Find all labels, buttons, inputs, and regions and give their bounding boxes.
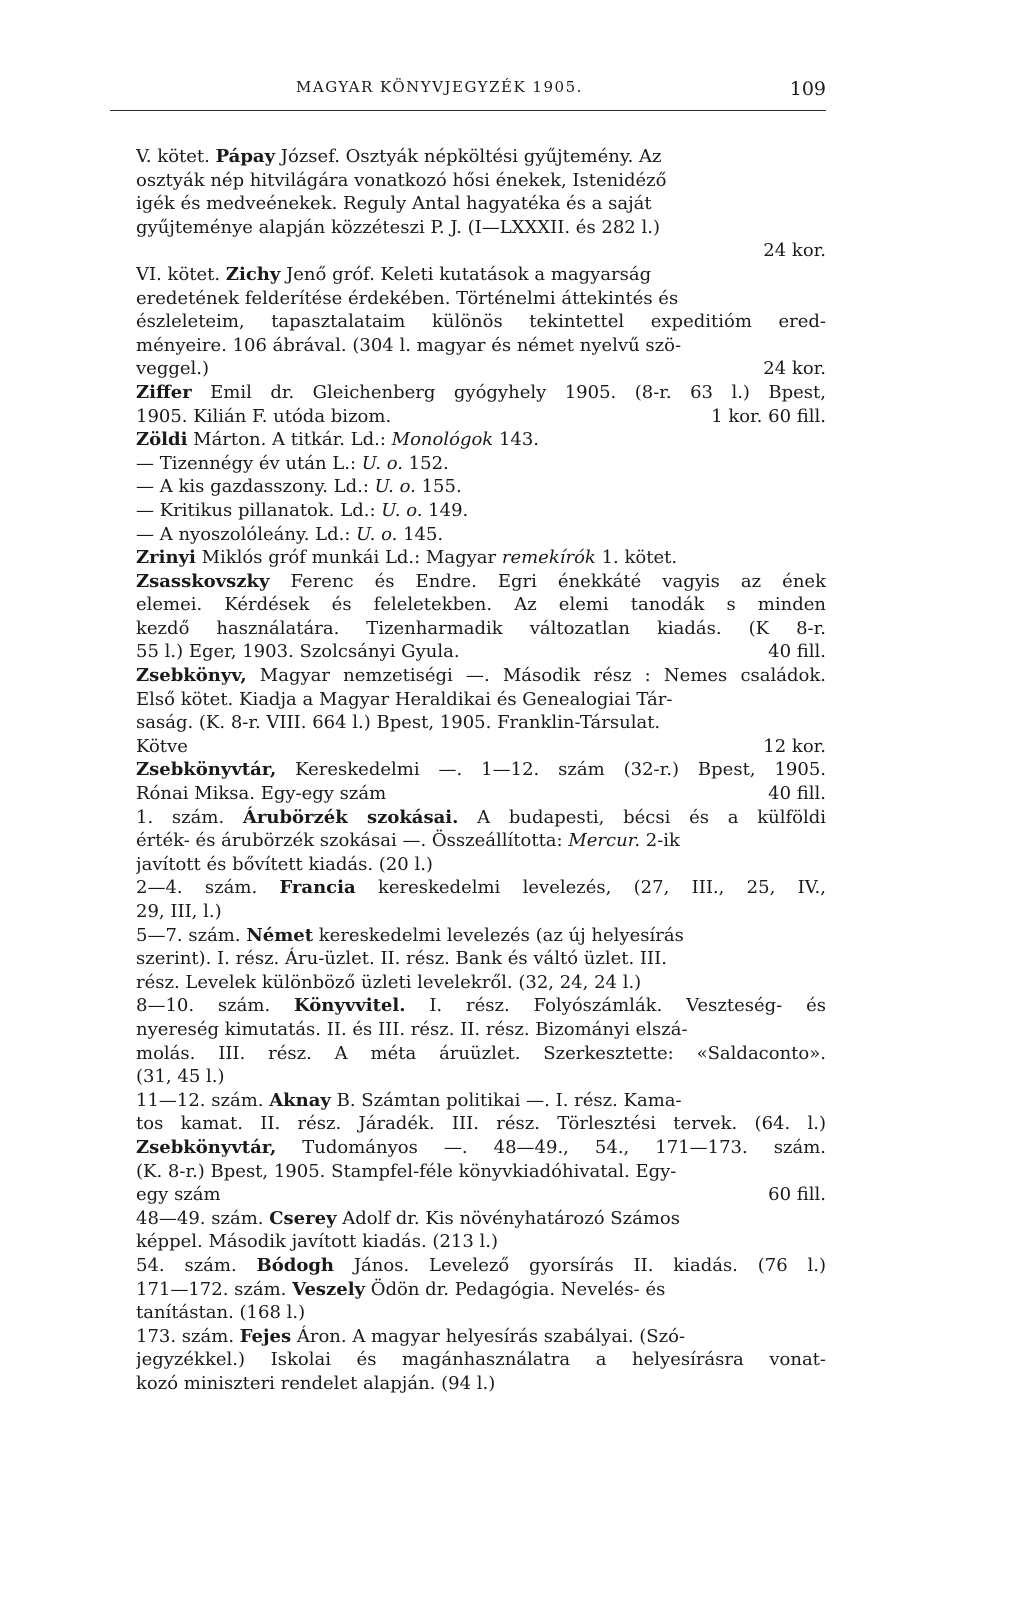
text-line	[136, 829, 826, 853]
line-text: 173. szám.	[136, 1325, 240, 1347]
line-text: (K. 8-r.) Bpest, 1905. Stampfel-féle könyvkiadóhivatal. Egy-	[136, 1160, 677, 1182]
line-text: 1. szám.	[136, 806, 243, 828]
line-text: 29, III, l.)	[136, 901, 222, 922]
author-name: Bódogh	[256, 1254, 335, 1276]
line-text: eredetének felderítése érdekében. Történelmi áttekintés és	[136, 287, 679, 309]
text-line	[136, 310, 826, 334]
author-name: Zsasskovszky	[136, 570, 270, 592]
line-text: 1905. Kilián F. utóda bizom.	[136, 405, 392, 427]
line-text: kezdő használatára. Tizenharmadik változatlan kiadás. (K 8-r.	[136, 617, 826, 639]
text-line	[136, 994, 826, 1018]
line-text: Ferenc és Endre. Egri énekkáté vagyis az ének	[269, 570, 826, 592]
line-text: 55 l.) Eger, 1903. Szolcsányi Gyula.	[136, 641, 460, 663]
text-line	[136, 499, 826, 523]
text-line	[136, 1183, 826, 1207]
text-line	[136, 806, 826, 830]
author-name: Veszely	[292, 1278, 365, 1300]
line-text: 8—10. szám.	[136, 995, 295, 1017]
line-text: I. rész. Folyószámlák. Veszteség- és	[405, 995, 826, 1017]
price-text: 24 kor.	[763, 358, 826, 380]
author-name: Zsebkönyv,	[136, 665, 247, 687]
line-text: osztyák nép hitvilágára vonatkozó hősi énekek, Istenidéző	[136, 169, 667, 191]
text-line	[136, 782, 826, 806]
line-text: 5—7. szám.	[136, 924, 247, 946]
price-text: 24 kor.	[763, 240, 826, 262]
text-line	[136, 758, 826, 782]
author-name: Francia	[279, 877, 356, 899]
line-text: 54. szám.	[136, 1254, 257, 1276]
italic-text: U. o.	[361, 452, 403, 474]
price-text: 12 kor.	[763, 735, 826, 757]
line-text: saság. (K. 8-r. VIII. 664 l.) Bpest, 1905. Franklin-Társulat.	[136, 712, 661, 734]
line-text: képpel. Második javított kiadás. (213 l.)	[136, 1231, 499, 1253]
line-text: Emil dr. Gleichenberg gyógyhely 1905. (8-r. 63 l.) Bpest,	[191, 381, 826, 403]
line-text: Márton. A titkár. Ld.:	[187, 429, 392, 451]
text-line	[136, 640, 826, 664]
text-line	[136, 452, 826, 476]
text-line	[136, 1065, 826, 1089]
line-text: tos kamat. II. rész. Járadék. III. rész. Törlesztési tervek. (64. l.)	[136, 1113, 826, 1135]
line-text: 149.	[422, 499, 469, 521]
author-name: Ziffer	[136, 381, 192, 403]
text-line	[136, 711, 826, 735]
author-name: Zrinyi	[136, 547, 196, 569]
text-line	[136, 1372, 826, 1396]
line-text: Kötve	[136, 735, 188, 757]
line-text: B. Számtan politikai —. I. rész. Kama-	[330, 1089, 682, 1111]
text-line	[136, 971, 826, 995]
line-text: — Kritikus pillanatok. Ld.:	[136, 499, 382, 521]
line-text: 155.	[415, 476, 462, 498]
line-text: Kereskedelmi —. 1—12. szám (32-r.) Bpest, 1905.	[276, 759, 826, 781]
text-line	[136, 381, 826, 405]
italic-text: U. o.	[374, 476, 416, 498]
line-text: igék és medveénekek. Reguly Antal hagyatéka és a saját	[136, 193, 652, 215]
line-text: rész. Levelek különböző üzleti levelekről. (32, 24, 24 l.)	[136, 971, 642, 993]
line-text: — Tizennégy év után L.:	[136, 452, 362, 474]
line-text: 1. kötet.	[595, 547, 678, 569]
author-name: Német	[246, 924, 314, 946]
line-text: Magyar nemzetiségi —. Második rész : Nemes családok.	[246, 665, 826, 687]
line-text: szerint). I. rész. Áru-üzlet. II. rész. Bank és váltó üzlet. III.	[136, 948, 667, 970]
price-text: 1 kor. 60 fill.	[711, 405, 826, 427]
author-name: Zsebkönyvtár,	[136, 759, 277, 781]
line-text: egy szám	[136, 1184, 221, 1206]
running-header	[136, 78, 826, 106]
line-text: nyereség kimutatás. II. és III. rész. II. rész. Bizományi elszá-	[136, 1018, 688, 1040]
line-text: 48—49. szám.	[136, 1207, 270, 1229]
line-text: — A kis gazdasszony. Ld.:	[136, 476, 375, 498]
line-text: József. Osztyák népköltési gyűjtemény. Az	[275, 146, 662, 167]
italic-text: remekírók	[501, 547, 596, 569]
text-line	[136, 570, 826, 594]
line-text: — A nyoszolóleány. Ld.:	[136, 523, 357, 545]
line-text: Tudományos —. 48—49., 54., 171—173. szám.	[276, 1136, 826, 1158]
author-name: Könyvvitel.	[294, 995, 406, 1017]
page-number: 109	[789, 78, 826, 100]
price-text: 40 fill.	[768, 783, 826, 805]
line-text: (31, 45 l.)	[136, 1066, 225, 1088]
text-line	[136, 475, 826, 499]
line-text: javított és bővített kiadás. (20 l.)	[136, 853, 433, 875]
text-line	[136, 735, 826, 759]
line-text: jegyzékkel.) Iskolai és magánhasználatra a helyesírásra vonat-	[136, 1349, 826, 1371]
text-line	[136, 1254, 826, 1278]
author-name: Árubörzék szokásai.	[242, 806, 459, 828]
line-text: 143.	[493, 429, 540, 451]
text-line	[136, 192, 826, 216]
line-text: 145.	[397, 523, 444, 545]
text-line	[136, 688, 826, 712]
italic-text: U. o.	[356, 523, 398, 545]
line-text: A budapesti, bécsi és a külföldi	[458, 806, 826, 828]
text-line	[136, 169, 826, 193]
line-text: 11—12. szám.	[136, 1089, 270, 1111]
bibliography-text	[136, 145, 826, 1395]
author-name: Pápay	[215, 146, 276, 167]
text-line	[136, 1348, 826, 1372]
line-text: Rónai Miksa. Egy-egy szám	[136, 783, 387, 805]
line-text: gyűjteménye alapján közzéteszi P. J. (I—LXXXII. és 282 l.)	[136, 216, 660, 238]
author-name: Zichy	[225, 263, 281, 285]
line-text: Adolf dr. Kis növényhatározó Számos	[336, 1207, 680, 1229]
author-name: Zöldi	[136, 429, 188, 451]
text-line	[136, 523, 826, 547]
line-text: veggel.)	[136, 358, 210, 380]
text-line	[136, 664, 826, 688]
text-line	[136, 1018, 826, 1042]
line-text: észleleteim, tapasztalataim különös tekintettel expeditióm ered-	[136, 311, 826, 333]
line-text: Áron. A magyar helyesírás szabályai. (Szó-	[291, 1325, 686, 1347]
text-line	[136, 876, 826, 900]
line-text: kozó miniszteri rendelet alapján. (94 l.)	[136, 1372, 496, 1394]
author-name: Cserey	[269, 1207, 337, 1229]
line-text: Ödön dr. Pedagógia. Nevelés- és	[365, 1278, 666, 1300]
text-line	[136, 287, 826, 311]
text-line	[136, 334, 826, 358]
header-rule	[110, 110, 826, 111]
text-line	[136, 1042, 826, 1066]
line-text: VI. kötet.	[136, 263, 226, 285]
line-text: V. kötet.	[136, 146, 216, 167]
text-line	[136, 145, 826, 169]
line-text: 2-ik	[640, 830, 680, 852]
text-line	[136, 1136, 826, 1160]
text-line	[136, 1230, 826, 1254]
price-text: 40 fill.	[768, 641, 826, 663]
text-line	[136, 239, 826, 263]
line-text: érték- és árubörzék szokásai —. Összeállította:	[136, 830, 569, 852]
line-text: molás. III. rész. A méta áruüzlet. Szerkesztette: «Saldaconto».	[136, 1042, 826, 1064]
text-line	[136, 617, 826, 641]
line-text: 152.	[402, 452, 449, 474]
text-line	[136, 546, 826, 570]
author-name: Fejes	[239, 1325, 292, 1347]
line-text: Miklós gróf munkái Ld.: Magyar	[195, 547, 502, 569]
text-line	[136, 1089, 826, 1113]
line-text: kereskedelmi levelezés (az új helyesírás	[313, 924, 684, 946]
text-line	[136, 216, 826, 240]
line-text: Első kötet. Kiadja a Magyar Heraldikai és Genealogiai Tár-	[136, 688, 673, 710]
italic-text: U. o.	[381, 499, 423, 521]
text-line	[136, 357, 826, 381]
line-text: Jenő gróf. Keleti kutatások a magyarság	[280, 263, 652, 285]
italic-text: Mercur.	[568, 830, 641, 852]
author-name: Aknay	[269, 1089, 331, 1111]
price-text: 60 fill.	[768, 1184, 826, 1206]
line-text: ményeire. 106 ábrával. (304 l. magyar és német nyelvű szö-	[136, 334, 682, 356]
line-text: 2—4. szám.	[136, 877, 280, 899]
text-line	[136, 1160, 826, 1184]
author-name: Zsebkönyvtár,	[136, 1136, 277, 1158]
line-text: elemei. Kérdések és feleletekben. Az elemi tanodák s minden	[136, 594, 826, 616]
text-line	[136, 593, 826, 617]
text-line	[136, 853, 826, 877]
line-text: tanítástan. (168 l.)	[136, 1302, 306, 1324]
text-line	[136, 947, 826, 971]
text-line	[136, 1112, 826, 1136]
text-line	[136, 1301, 826, 1325]
text-line	[136, 405, 826, 429]
running-title: MAGYAR KÖNYVJEGYZÉK 1905.	[296, 78, 583, 96]
text-line	[136, 1325, 826, 1349]
line-text: 171—172. szám.	[136, 1278, 293, 1300]
text-line	[136, 924, 826, 948]
text-line	[136, 1207, 826, 1231]
text-line	[136, 263, 826, 287]
text-line	[136, 900, 826, 924]
line-text: kereskedelmi levelezés, (27, III., 25, IV.,	[355, 877, 826, 899]
italic-text: Monológok	[391, 429, 494, 451]
text-line	[136, 428, 826, 452]
line-text: János. Levelező gyorsírás II. kiadás. (76 l.)	[334, 1254, 826, 1276]
text-line	[136, 1278, 826, 1302]
